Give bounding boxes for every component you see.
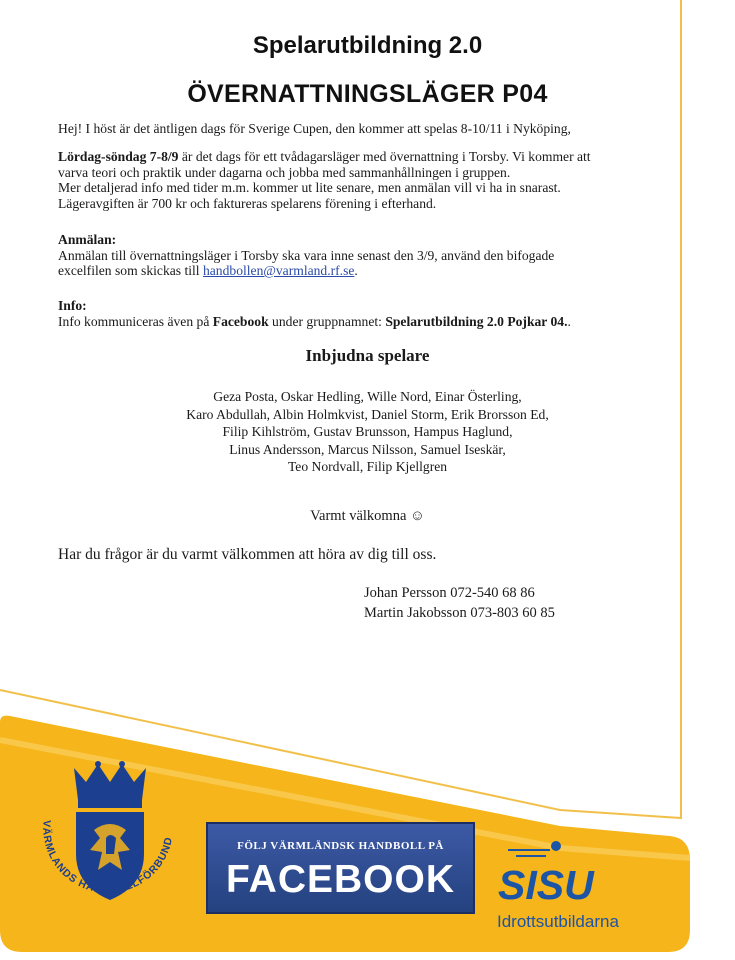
contact-johan: Johan Persson 072-540 68 86 [364,585,535,601]
page-title: Spelarutbildning 2.0 [252,32,483,59]
registration-heading: Anmälan: [58,232,117,247]
federation-crest-logo [34,758,184,930]
camp-dates: Lördag-söndag 7-8/9 [58,149,179,164]
camp-line-1 [58,149,591,165]
camp-line-1-text: är det dags för ett tvådagarsläger med övernattning i Torsby. Vi kommer att [178,149,591,164]
facebook-banner[interactable] [206,822,475,914]
player-line: Karo Abdullah, Albin Holmkvist, Daniel Storm, Erik Brorsson Ed, [186,406,549,422]
registration-line-2-text: excelfilen som skickas till [58,263,203,278]
page-subtitle: ÖVERNATTNINGSLÄGER P04 [187,80,548,108]
federation-name: VÄRMLANDS HANDBOLLFÖRBUND [40,819,176,896]
invited-heading: Inbjudna spelare [305,346,430,365]
info-text-2: under gruppnamnet: [268,313,386,329]
sisu-logo: SISU [498,862,594,908]
email-link[interactable]: handbollen@varmland.rf.se [202,263,355,278]
facebook-banner-wordmark: FACEBOOK [225,858,455,901]
player-line: Geza Posta, Oskar Hedling, Wille Nord, Einar Österling, [213,389,522,404]
registration-line-2-end: . [354,263,358,278]
questions-text: Har du frågor är du varmt välkommen att höra av dig till oss. [58,546,437,563]
camp-line-3: Mer detaljerad info med tider m.m. kommer ut lite senare, men anmälan vill vi ha in snarast. [58,180,561,195]
info-line [58,314,571,330]
contact-martin: Martin Jakobsson 073-803 60 85 [364,605,555,621]
player-line: Teo Nordvall, Filip Kjellgren [287,459,448,474]
player-line: Filip Kihlström, Gustav Brunsson, Hampus Haglund, [222,424,513,439]
info-facebook: Facebook [212,313,269,329]
sisu-swoosh-icon [506,838,566,862]
sisu-tagline: Idrottsutbildarna [497,912,619,931]
info-text-3: . [567,313,571,329]
welcome-text: Varmt välkomna ☺ [310,508,425,524]
camp-line-4: Lägeravgiften är 700 kr och faktureras spelarens förening i efterhand. [58,195,437,211]
camp-line-2: varva teori och praktik under dagarna och jobba med sammanhållningen i gruppen. [58,164,511,180]
registration-line-1: Anmälan till övernattningsläger i Torsby ska vara inne senast den 3/9, använd den bifogade [58,247,555,263]
player-line: Linus Andersson, Marcus Nilsson, Samuel Iseskär, [229,441,506,457]
info-text-1: Info kommuniceras även på [58,313,213,329]
info-heading: Info: [58,298,87,313]
registration-line-2 [58,263,358,279]
info-group-name: Spelarutbildning 2.0 Pojkar 04. [385,313,568,329]
facebook-banner-caption: FÖLJ VÄRMLÄNDSK HANDBOLL PÅ [237,840,444,852]
intro-paragraph: Hej! I höst är det äntligen dags för Sverige Cupen, den kommer att spelas 8-10/11 i Nyköping, [58,121,571,136]
